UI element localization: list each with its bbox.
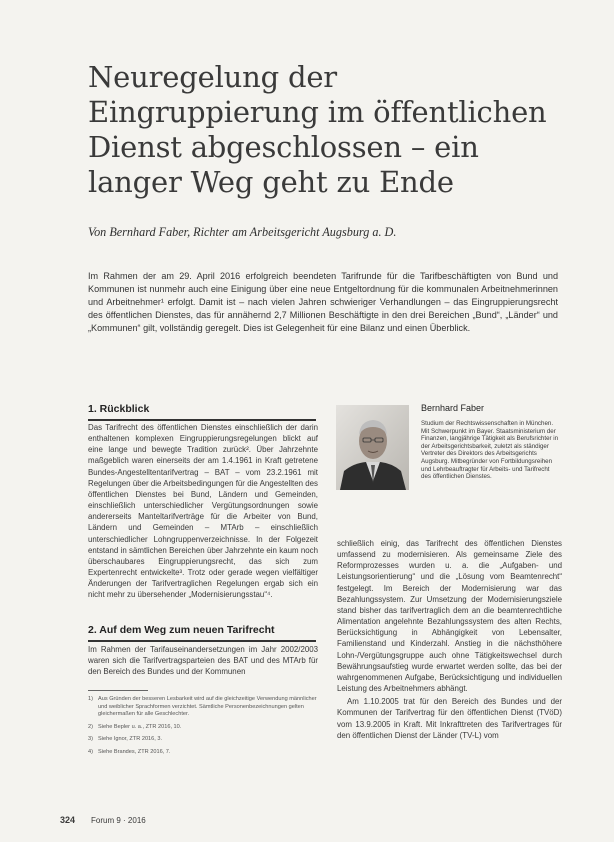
section-body-weg: Im Rahmen der Tarifauseinandersetzungen im Jahr 2002/2003 waren sich die Tarifvertragsparteien des BAT und des MTArb für den Bereich des Bundes und der Kommunen: [88, 645, 318, 677]
footnote-divider: [88, 690, 148, 691]
article-byline: Von Bernhard Faber, Richter am Arbeitsgericht Augsburg a. D.: [88, 225, 397, 239]
section-heading-weg: 2. Auf dem Weg zum neuen Tarifrecht: [88, 624, 275, 636]
author-photo: [336, 405, 409, 490]
page-footer: [60, 815, 560, 825]
footnote-item: [88, 736, 318, 744]
footnote-text: Siehe Brandes, ZTR 2016, 7.: [98, 748, 171, 755]
footnote-item: [88, 749, 318, 757]
right-column-paragraph: schließlich einig, das Tarifrecht des öffentlichen Dienstes umfassend zu modernisieren. Als gemeinsame Ziele des Reformprozesses wurden u. a. die „Aufgaben- und Leistungsorientierung“ und die „Lösung vom Beamtenrecht“ festgelegt. Im Bereich der Modernisierung war das Bezahlungssystem. Zur Umsetzung der Modernisierungsziele stand bisher das tarifvertraglich dem an die beamtenrechtliche Alimentation angelehnte Bezahlungssystem des alten Rechts, Berücksichtigung in Abhängigkeit von Lebensalter, Familienstand und Kinderzahl. Anstieg in die nächsthöhere Lohn-/Vergütungsgruppe auch ohne Tätigkeitswechsel durch Bewährungsaufstieg wurde erwartet werden sollte, das bei der wahrgenommenen Aufgabe, Berücksichtigung und individuellen Leistung des Arbeitnehmers abhängt.: [337, 539, 562, 694]
footnote-number: 4): [88, 748, 93, 755]
article-title: Neuregelung der Eingruppierung im öffentlichen Dienst abgeschlossen – ein langer Weg geht zu Ende: [88, 60, 547, 199]
footnotes: [88, 696, 318, 762]
right-column: [337, 538, 562, 741]
footnote-text: Aus Gründen der besseren Lesbarkeit wird auf die gleichzeitige Verwendung männlicher und weiblicher Sprachformen verzichtet. Sämtliche Personenbezeichnungen gelten gleichermaßen für alle Geschlechter.: [98, 696, 317, 718]
section-rule: [88, 419, 316, 421]
issue-label: Forum 9 · 2016: [91, 816, 146, 825]
author-bio: Studium der Rechtswissenschaften in München. Mit Schwerpunkt im Bayer. Staatsministerium der Finanzen, langjährige Tätigkeit als Berufsrichter in der Arbeitsgerichtsbarkeit, zuletzt als ständiger Vertreter des Direktors des Arbeitsgerichts Augsburg. Mitbegründer von Fortbildungsreihen und Lehrbeauftragter für Arbeits- und Tarifrecht des öffentlichen Dienstes.: [421, 420, 559, 481]
section-rule: [88, 640, 316, 642]
author-name: Bernhard Faber: [421, 403, 485, 413]
section-body-rueckblick: Das Tarifrecht des öffentlichen Dienstes einschließlich der darin enthaltenen komplexen Eingruppierungsregelungen blickt auf eine lange und bewegte Tradition zurück². Über Jahrzehnte maßgeblich waren einerseits der am 1.4.1961 in Kraft getretene Bundes-Angestelltentarifvertrag – BAT – vom 23.2.1961 mit Regelungen über die Arbeitsbedingungen für die Angestellten des öffentlichen Dienstes bei Bund, Ländern und Gemeinden, einschließlich unterschiedlicher Vergütungsordnungen sowie andererseits Manteltarifverträge für die Arbeiter von Bund, Ländern und Gemeinden – MTArb – einschließlich unterschiedlicher Lohngruppenverzeichnisse. In der Folgezeit entstand in sämtlichen Bereichen über Jahrzehnte ein kaum noch überschaubares Eingruppierungsrecht, das sich zum Expertenrecht entwickelte³. Trotz oder gerade wegen vielfältiger Änderungen der Tarifvertraglichen Regelungen ergab sich ein nicht mehr zu übersehender „Modernisierungsstau“⁴.: [88, 423, 318, 600]
footnote-number: 3): [88, 736, 93, 743]
section-heading-rueckblick: 1. Rückblick: [88, 403, 150, 415]
footnote-text: Siehe Bepler u. a., ZTR 2016, 10.: [98, 723, 182, 730]
article-intro: Im Rahmen der am 29. April 2016 erfolgreich beendeten Tarifrunde für die Tarifbeschäftigten von Bund und Kommunen ist nunmehr auch eine Einigung über eine neue Entgeltordnung für die kommunalen Arbeitnehmerinnen und Arbeitnehmer¹ erfolgt. Damit ist – nach vielen Jahren schwieriger Verhandlungen – das Eingruppierungsrecht des öffentlichen Dienstes, das für annähernd 2,7 Millionen Beschäftigte in den drei Bereichen „Bund“, „Länder“ und „Kommunen“ gilt, vollständig geregelt. Dies ist Gelegenheit für eine Bilanz und einen Überblick.: [88, 271, 558, 334]
footnote-number: 1): [88, 696, 93, 702]
right-column-paragraph: Am 1.10.2005 trat für den Bereich des Bundes und der Kommunen der Tarifvertrag für den öffentlichen Dienst (TVöD) vom 13.9.2005 in Kraft. Mit Inkrafttreten des Tarifvertrages für den öffentlichen Dienst der Länder (TV-L) vom: [337, 697, 562, 740]
page-number: 324: [60, 815, 76, 825]
footnote-item: [88, 724, 318, 732]
footnote-text: Siehe Ignor, ZTR 2016, 3.: [98, 736, 163, 743]
footnote-number: 2): [88, 723, 93, 730]
footnote-item: [88, 696, 318, 719]
